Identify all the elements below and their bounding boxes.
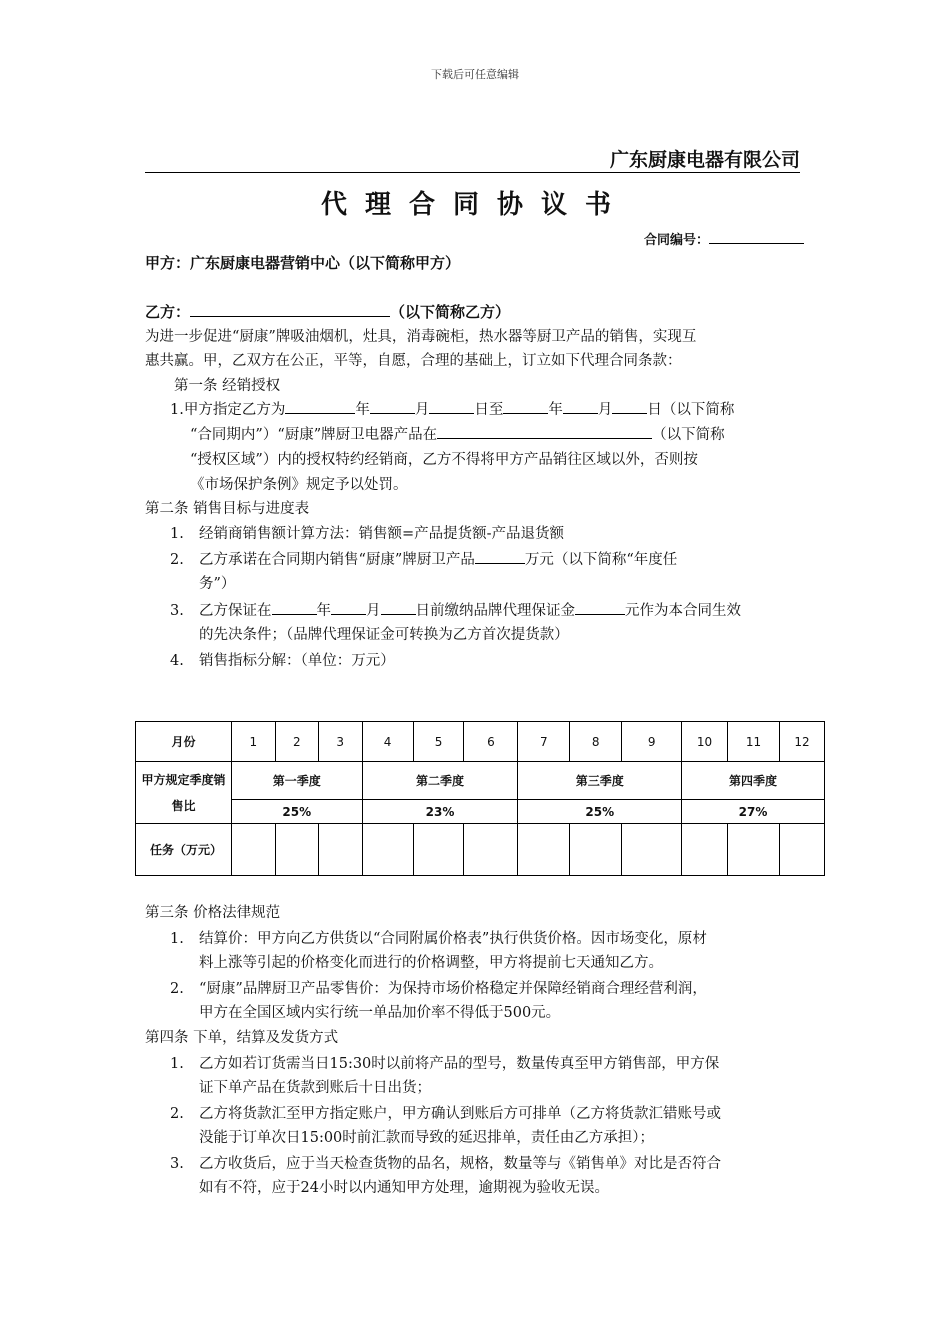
blank [503,399,548,414]
article-3-clause-1-line-2: 料上涨等引起的价格变化而进行的价格调整，甲方将提前七天通知乙方。 [199,955,663,971]
text: 日至 [474,402,504,418]
company-name: 广东厨康电器有限公司 [145,145,800,173]
intro-line-1: 为进一步促进“厨康”牌吸油烟机，灶具，消毒碗柜，热水器等厨卫产品的销售，实现互 [145,329,697,345]
ratio-cell: 27% [682,800,825,824]
ratio-cell: 25% [518,800,682,824]
task-cell[interactable] [728,824,780,876]
task-cell[interactable] [622,824,682,876]
blank [429,399,474,414]
task-cell[interactable] [413,824,464,876]
article-3-title: 第三条 价格法律规范 [145,905,281,921]
month-cell: 7 [518,722,570,762]
text: 乙方保证在 [199,603,272,619]
month-row [136,722,825,762]
text: 月 [597,402,613,418]
header-note: 下载后可任意编辑 [431,68,519,81]
blank [331,600,366,615]
article-4-title: 第四条 下单，结算及发货方式 [145,1030,339,1046]
blank [285,399,355,414]
party-b-label: 乙方： [145,303,191,321]
text: 元作为本合同生效 [625,603,741,619]
text: （以下简称 [652,427,725,443]
quarter-cell: 第四季度 [682,762,825,800]
task-cell[interactable] [231,824,275,876]
contract-number-label: 合同编号： [643,233,709,248]
task-label: 任务（万元） [136,824,232,876]
text: 月 [366,603,381,619]
article-4-clause-2-line-2: 没能于订单次日15:00时前汇款而导致的延迟排单，责任由乙方承担）； [199,1130,655,1146]
task-row [136,824,825,876]
blank [475,549,525,564]
text: 年 [316,603,331,619]
text: 万元（以下简称“年度任 [524,552,678,568]
page-title: 代理合同协议书 [320,190,629,220]
party-a: 甲方：广东厨康电器营销中心（以下简称甲方） [145,254,461,272]
article-2-num-3: 3. [170,603,184,619]
text: 乙方承诺在合同期内销售“厨康”牌厨卫产品 [199,552,475,568]
month-cell: 12 [779,722,824,762]
blank [612,399,647,414]
text: 日前缴纳品牌代理保证金 [415,603,575,619]
text: 月 [414,402,430,418]
article-2-clause-2-line-2: 务”） [199,576,236,592]
month-cell: 9 [622,722,682,762]
month-cell: 1 [231,722,275,762]
task-cell[interactable] [518,824,570,876]
intro-line-2: 惠共赢。甲，乙双方在公正，平等，自愿，合理的基础上，订立如下代理合同条款： [145,353,682,369]
month-cell: 8 [570,722,622,762]
article-4-clause-2: 乙方将货款汇至甲方指定账户，甲方确认到账后方可排单（乙方将货款汇错账号或 [199,1106,721,1122]
blank [563,399,598,414]
article-2-num-2: 2. [170,552,184,568]
text: 年 [548,402,563,418]
task-cell[interactable] [464,824,518,876]
sales-target-table [135,721,825,876]
article-1-clause-1 [170,398,734,422]
quarter-cell: 第三季度 [518,762,682,800]
task-cell[interactable] [318,824,362,876]
month-label: 月份 [136,722,232,762]
article-3-clause-2: “厨康”品牌厨卫产品零售价：为保持市场价格稳定并保障经销商合理经营利润， [199,981,707,997]
article-2-clause-4: 销售指标分解：（单位：万元） [199,653,395,669]
article-3-clause-2-line-2: 甲方在全国区域内实行统一单品加价率不得低于500元。 [199,1005,561,1021]
blank [381,600,416,615]
month-cell: 3 [318,722,362,762]
article-1-title: 第一条 经销授权 [174,378,281,394]
month-cell: 2 [275,722,318,762]
article-4-clause-1-line-2: 证下单产品在货款到账后十日出货； [199,1080,431,1096]
article-2-clause-3 [199,599,741,623]
article-1-clause-1-line-3: “授权区域”）内的授权特约经销商，乙方不得将甲方产品销往区域以外，否则按 [190,452,698,468]
task-cell[interactable] [570,824,622,876]
contract-number-blank [709,229,804,244]
article-1-clause-1-line-4: 《市场保护条例》规定予以处罚。 [190,477,408,493]
article-2-num-4: 4. [170,653,184,669]
ratio-cell: 23% [362,800,518,824]
text: 年 [355,402,370,418]
text: “合同期内”）“厨康”牌厨卫电器产品在 [190,427,438,443]
article-2-clause-1: 经销商销售额计算方法：销售额=产品提货额-产品退货额 [199,526,565,542]
blank [272,600,317,615]
month-cell: 6 [464,722,518,762]
ratio-label: 甲方规定季度销售比 [136,762,232,824]
ratio-cell: 25% [231,800,362,824]
article-4-clause-3: 乙方收货后，应于当天检查货物的品名，规格，数量等与《销售单》对比是否符合 [199,1156,721,1172]
party-b-blank [190,302,390,317]
month-cell: 5 [413,722,464,762]
party-b-suffix: （以下简称乙方） [390,303,511,321]
article-4-num-3: 3. [170,1156,184,1172]
month-cell: 11 [728,722,780,762]
task-cell[interactable] [275,824,318,876]
task-cell[interactable] [362,824,413,876]
text: 日（以下简称 [647,402,735,418]
article-3-num-1: 1. [170,931,184,947]
blank [575,600,625,615]
article-4-clause-3-line-2: 如有不符，应于24小时以内通知甲方处理，逾期视为验收无误。 [199,1180,609,1196]
article-3-clause-1: 结算价：甲方向乙方供货以“合同附属价格表”执行供货价格。因市场变化，原材 [199,931,707,947]
article-2-title: 第二条 销售目标与进度表 [145,501,310,517]
party-b [145,301,510,322]
task-cell[interactable] [779,824,824,876]
task-cell[interactable] [682,824,728,876]
ratio-row [136,800,825,824]
article-1-clause-1-line-2 [190,423,725,447]
article-4-num-2: 2. [170,1106,184,1122]
blank [370,399,415,414]
article-2-num-1: 1. [170,526,184,542]
month-cell: 4 [362,722,413,762]
month-cell: 10 [682,722,728,762]
quarter-cell: 第一季度 [231,762,362,800]
text: 1.甲方指定乙方为 [170,402,286,418]
article-4-num-1: 1. [170,1056,184,1072]
article-4-clause-1: 乙方如若订货需当日15:30时以前将产品的型号，数量传真至甲方销售部，甲方保 [199,1056,720,1072]
article-2-clause-3-line-2: 的先决条件；（品牌代理保证金可转换为乙方首次提货款） [199,627,569,643]
article-3-num-2: 2. [170,981,184,997]
region-blank [437,424,652,439]
quarter-row [136,762,825,800]
contract-number [644,229,804,248]
quarter-cell: 第二季度 [362,762,518,800]
article-2-clause-2 [199,548,677,572]
